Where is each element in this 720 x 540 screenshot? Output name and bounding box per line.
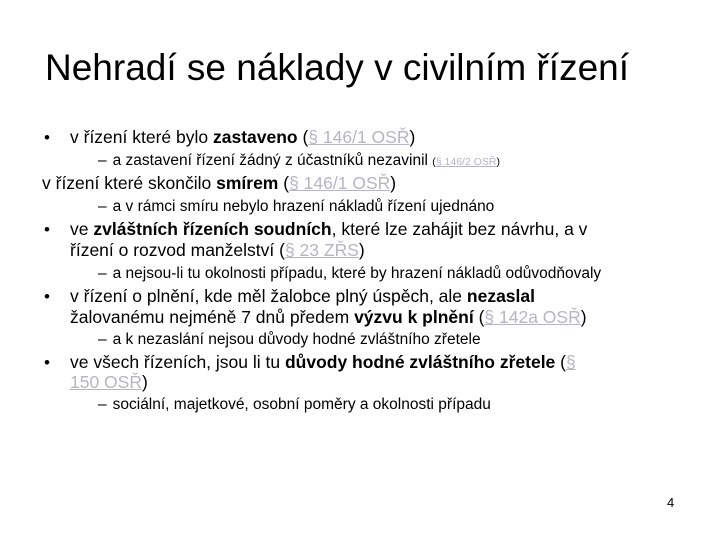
- law-reference-link[interactable]: 150 OSŘ: [70, 372, 142, 392]
- law-reference-link[interactable]: § 142a OSŘ: [484, 307, 581, 327]
- dash-icon: –: [98, 198, 107, 215]
- sub-list-item: – a zastavení řízení žádný z účastníků nezavinil (§ 146/2 OSŘ): [98, 152, 500, 169]
- dash-icon: –: [98, 152, 107, 169]
- bullet-icon: •: [44, 353, 50, 372]
- list-item: v řízení které skončilo smírem (§ 146/1 OSŘ): [42, 173, 397, 193]
- sub-list-item: – a v rámci smíru nebylo hrazení nákladů řízení ujednáno: [98, 198, 495, 215]
- sub-list-item: – a k nezaslání nejsou důvody hodné zvláštního zřetele: [98, 331, 481, 348]
- sub-list-item: – sociální, majetkové, osobní poměry a okolnosti případu: [98, 396, 491, 413]
- dash-icon: –: [98, 396, 107, 413]
- law-reference-link[interactable]: § 23 ZŘS: [284, 240, 359, 260]
- law-reference-link[interactable]: § 146/2 OSŘ: [435, 156, 497, 168]
- dash-icon: –: [98, 331, 107, 348]
- law-reference-link[interactable]: § 146/1 OSŘ: [289, 173, 391, 193]
- list-item: ve všech řízeních, jsou li tu důvody hodné zvláštního zřetele (§: [70, 352, 576, 372]
- bullet-icon: •: [44, 220, 50, 239]
- law-reference-link[interactable]: §: [566, 352, 576, 372]
- bullet-icon: •: [44, 287, 50, 306]
- page-number: 4: [667, 495, 675, 510]
- list-item-continuation: řízení o rozvod manželství (§ 23 ZŘS): [70, 240, 365, 260]
- bullet-icon: •: [44, 128, 50, 147]
- law-reference-link[interactable]: § 146/1 OSŘ: [308, 127, 410, 147]
- list-item: ve zvláštních řízeních soudních, které lze zahájit bez návrhu, a v: [70, 219, 588, 239]
- list-item-continuation: 150 OSŘ): [70, 372, 148, 392]
- slide-title: Nehradí se náklady v civilním řízení: [45, 47, 630, 88]
- list-item: v řízení o plnění, kde měl žalobce plný úspěch, ale nezaslal: [70, 286, 536, 306]
- list-item-continuation: žalovanému nejméně 7 dnů předem výzvu k plnění (§ 142a OSŘ): [70, 307, 587, 327]
- dash-icon: –: [98, 265, 107, 282]
- sub-list-item: – a nejsou-li tu okolnosti případu, které by hrazení nákladů odůvodňovaly: [98, 265, 602, 282]
- list-item: v řízení které bylo zastaveno (§ 146/1 OSŘ): [70, 127, 416, 147]
